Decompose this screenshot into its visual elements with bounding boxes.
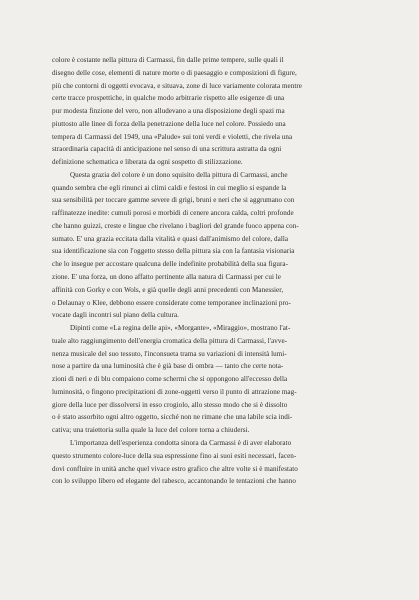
text-line: certe tracce prospettiche, in qualche modo arbitrarie rispetto alle esigenze di una: [52, 94, 285, 103]
text-line: straordinaria capacità di anticipazione nel senso di una scrittura astratta da ogni: [52, 145, 282, 154]
text-line: o è stato assorbito ogni altro oggetto, sicché non ne rimane che una labile scia indi-: [52, 413, 293, 422]
text-line: o Delaunay o Klee, debbono essere considerate come temporanee inclinazioni pro-: [52, 298, 291, 307]
text-line: L'importanza dell'esperienza condotta sinora da Carmassi è di aver elaborato: [70, 438, 292, 447]
paragraph: [52, 437, 374, 488]
text-line: più che contorni di oggetti evocava, e situava, zone di luce variamente colorata mentre: [52, 81, 302, 90]
text-line: nenza musicale del suo tessuto, l'inconsueta trama su variazioni di intensità lumi-: [52, 349, 287, 358]
text-line: colore è costante nella pittura di Carmassi, fin dalle prime tempere, sulle quali il: [52, 56, 284, 64]
text-line: piuttosto alle linee di forza della penetrazione della luce nel colore. Possiedo una: [52, 119, 286, 128]
text-line: Questa grazia del colore è un dono squisito della pittura di Carmassi, anche: [70, 170, 288, 179]
text-line: vocate dagli incontri sul piano della cultura.: [52, 311, 179, 320]
text-line: Dipinti come «La regina delle api», «Morgante», «Miraggio», mostrano l'at-: [70, 324, 291, 333]
text-line: quando sembra che egli rinunci ai climi caldi e festosi in cui meglio si espande la: [52, 183, 287, 192]
text-line: nose a partire da una luminosità che è già base di ombra — tanto che certe nota-: [52, 362, 284, 371]
body-text: [52, 54, 374, 488]
text-line: luminosità, o fingono precipitazioni di zone-oggetti verso il punto di attrazione mag-: [52, 387, 297, 396]
paragraph: [52, 54, 374, 169]
text-line: che hanno guizzi, creste e lingue che rivelano i bagliori del grande fuoco appena con-: [52, 221, 299, 230]
paragraph: [52, 169, 374, 322]
text-line: cativa; una traiettoria sulla quale la luce del colore torna a chiudersi.: [52, 426, 250, 435]
text-line: giore della luce per dissolversi in esso crogiolo, allo stesso modo che si è dissolto: [52, 400, 288, 409]
text-line: affinità con Gorky e con Wols, e già quelle degli anni precedenti con Manessier,: [52, 285, 284, 294]
text-line: zione. E' una forza, un dono affatto pertinente alla natura di Carmassi per cui le: [52, 273, 282, 282]
text-line: sumato. E' una grazia eccitata dalla vitalità e quasi dall'animismo del colore, dalla: [52, 234, 289, 243]
paragraph: [52, 322, 374, 437]
text-line: zioni di neri e di blu compaiono come schermi che si oppongono all'eccesso della: [52, 375, 288, 384]
text-line: disegno delle cose, elementi di nature morte o di paesaggio e composizioni di figure,: [52, 68, 297, 77]
text-line: questo strumento colore-luce della sua espressione fino ai suoi esiti necessari, facen-: [52, 451, 297, 460]
text-line: tempera di Carmassi del 1949, una «Palude» sui toni verdi e violetti, che rivela una: [52, 132, 293, 141]
text-line: dovi confluire in unità anche quel vivace estro grafico che altre volte si è manifestato: [52, 464, 298, 473]
text-line: pur modesta finzione del vero, non alludevano a una disposizione degli spazi ma: [52, 107, 285, 116]
text-line: definizione schematica e liberata da ogni sospetto di stilizzazione.: [52, 158, 243, 167]
text-line: che lo insegue per accostare qualcuna delle indefinite probabilità della sua figura-: [52, 260, 289, 269]
text-line: sua identificazione sia con l'oggetto stesso della pittura sia con la fantasia visionaria: [52, 247, 295, 256]
text-line: sua sensibilità per toccare gamme severe di grigi, bruni e neri che si aggrumano con: [52, 196, 295, 205]
text-line: con lo sviluppo libero ed elegante del rabesco, accantonando le tentazioni che hanno: [52, 477, 296, 486]
text-line: raffinatezze inedite: cumuli porosi e morbidi di cenere ancora calda, coltri profonde: [52, 209, 294, 218]
text-line: tuale alto raggiungimento dell'energia cromatica della pittura di Carmassi, l'avve-: [52, 336, 288, 345]
